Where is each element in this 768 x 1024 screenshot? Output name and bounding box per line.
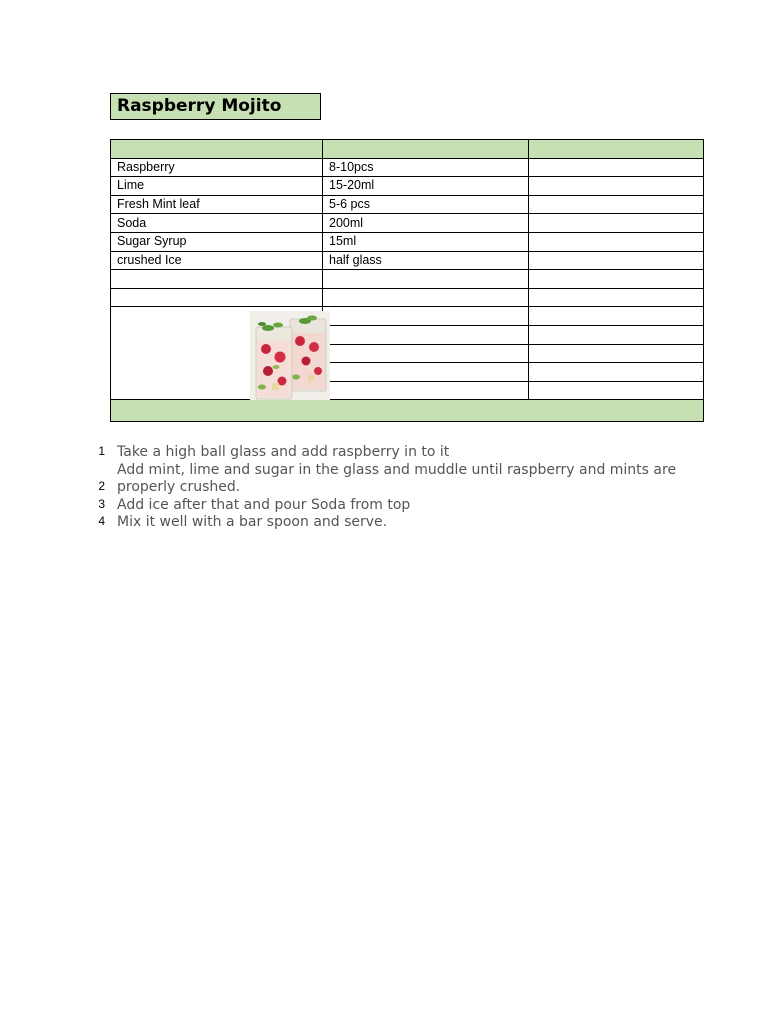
instruction-step (93, 444, 693, 462)
step-text: Take a high ball glass and add raspberry in to it (117, 444, 450, 460)
image-cell (111, 307, 323, 400)
table-cell (529, 344, 704, 363)
ingredient-name: crushed Ice (111, 251, 323, 270)
table-row (111, 158, 704, 177)
step-number: 1 (98, 444, 105, 458)
ingredient-name: Soda (111, 214, 323, 233)
table-cell (111, 288, 323, 307)
step-number: 4 (98, 514, 105, 528)
instructions-list (93, 444, 693, 532)
ingredient-qty: 15-20ml (323, 177, 529, 196)
table-cell (529, 288, 704, 307)
step-number: 3 (98, 496, 105, 511)
table-header-row (111, 140, 704, 159)
ingredient-qty: 8-10pcs (323, 158, 529, 177)
step-text: Add mint, lime and sugar in the glass and muddle until raspberry and mints are properly crushed. (117, 461, 677, 495)
step-number: 2 (98, 479, 105, 493)
table-cell (529, 251, 704, 270)
table-row (111, 214, 704, 233)
table-row (111, 232, 704, 251)
table-row (111, 270, 704, 289)
table-cell (529, 363, 704, 382)
table-cell (529, 270, 704, 289)
table-cell (323, 325, 529, 344)
ingredient-name: Raspberry (111, 158, 323, 177)
table-cell (323, 381, 529, 400)
table-cell (323, 140, 529, 159)
step-text: Add ice after that and pour Soda from top (117, 496, 411, 513)
table-cell (323, 344, 529, 363)
ingredient-qty: 15ml (323, 232, 529, 251)
ingredients-table (110, 139, 704, 422)
table-cell (323, 270, 529, 289)
step-text: Mix it well with a bar spoon and serve. (117, 514, 388, 530)
table-row (111, 307, 704, 326)
ingredient-qty: 5-6 pcs (323, 195, 529, 214)
mojito-drink-image (250, 311, 330, 400)
table-row (111, 195, 704, 214)
ingredient-qty: 200ml (323, 214, 529, 233)
table-footer-row (111, 400, 704, 422)
table-cell (529, 232, 704, 251)
table-row (111, 177, 704, 196)
table-cell (111, 270, 323, 289)
table-cell (529, 177, 704, 196)
ingredient-name: Sugar Syrup (111, 232, 323, 251)
table-cell (529, 195, 704, 214)
ingredient-name: Lime (111, 177, 323, 196)
table-cell (529, 307, 704, 326)
instruction-step (93, 462, 693, 497)
table-cell (323, 307, 529, 326)
table-cell (529, 140, 704, 159)
table-cell (111, 140, 323, 159)
instruction-step (93, 497, 693, 515)
table-cell (529, 381, 704, 400)
table-cell (323, 288, 529, 307)
instruction-step (93, 514, 693, 532)
table-row (111, 288, 704, 307)
recipe-title: Raspberry Mojito (110, 93, 321, 120)
table-cell (529, 325, 704, 344)
table-cell (529, 214, 704, 233)
table-cell (323, 363, 529, 382)
table-row (111, 251, 704, 270)
ingredient-qty: half glass (323, 251, 529, 270)
table-cell (111, 400, 704, 422)
ingredient-name: Fresh Mint leaf (111, 195, 323, 214)
table-cell (529, 158, 704, 177)
